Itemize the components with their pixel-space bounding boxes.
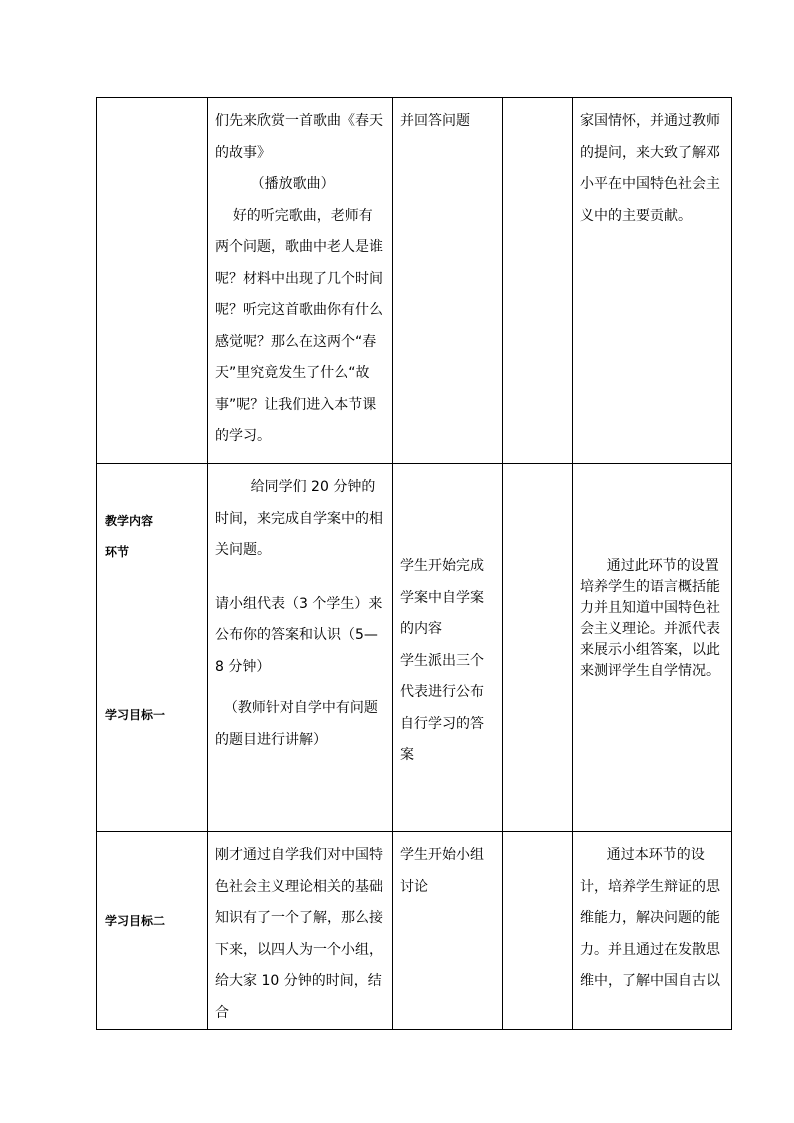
student-activity-cell [393,464,503,832]
stage-label: 环节 [105,545,130,559]
lesson-plan-table [96,97,732,1030]
student-activity-text: 学生开始完成学案中自学案的内容 学生派出三个代表进行公布自行学习的答案 [400,558,484,763]
design-intent-cell [573,464,732,832]
table-row [97,832,732,1030]
blank-cell-text [503,98,572,106]
teacher-activity-text: 刚才通过自学我们对中国特色社会主义理论相关的基础知识有了一个了解，那么接下来，以四人为一个小组，给大家 10 分钟的时间，结合 [215,847,383,1021]
stage-label: 教学内容 [105,514,154,528]
stage-cell [97,464,208,832]
design-intent-text: 通过此环节的设置培养学生的语言概括能力并且知道中国特色社会主义理论。并派代表来展示小组答案，以此来测评学生自学情况。 [580,558,720,679]
student-activity-text: 并回答问题 [400,113,470,129]
blank-cell [503,464,573,832]
stage-label: 学习目标一 [105,708,166,722]
student-activity-text: 学生开始小组讨论 [400,847,484,895]
student-activity-cell [393,98,503,464]
teacher-activity-text: 请小组代表（3 个学生）来公布你的答案和认识（5—8 分钟） [215,595,383,675]
blank-cell [503,98,573,464]
stage-cell [97,98,208,464]
table-row [97,464,732,832]
stage-cell [97,832,208,1030]
design-intent-text: 家国情怀，并通过教师的提问，来大致了解邓小平在中国特色社会主义中的主要贡献。 [580,113,720,224]
blank-cell [503,832,573,1030]
blank-cell-text [503,464,572,472]
teacher-activity-cell [208,464,393,832]
teacher-activity-text: 给同学们 20 分钟的时间，来完成自学案中的相关问题。 [215,479,383,558]
design-intent-text: 通过本环节的设计，培养学生辩证的思维能力，解决问题的能力。并且通过在发散思维中，了解中国自古以 [580,847,720,989]
teacher-activity-text: 们先来欣赏一首歌曲《春天的故事》 （播放歌曲） 好的听完歌曲，老师有两个问题，歌曲中老人是谁呢？材料中出现了几个时间呢？听完这首歌曲你有什么感觉呢？那么在这两个“春天”里究竟发生了什么“故事”呢？让我们进入本节课的学习。 [215,113,383,444]
design-intent-cell [573,98,732,464]
teacher-activity-cell [208,98,393,464]
teacher-activity-text: （教师针对自学中有问题的题目进行讲解） [215,700,378,748]
blank-cell-text [503,832,572,840]
student-activity-cell [393,832,503,1030]
design-intent-cell [573,832,732,1030]
stage-label: 学习目标二 [105,914,166,928]
table-row [97,98,732,464]
teacher-activity-cell [208,832,393,1030]
